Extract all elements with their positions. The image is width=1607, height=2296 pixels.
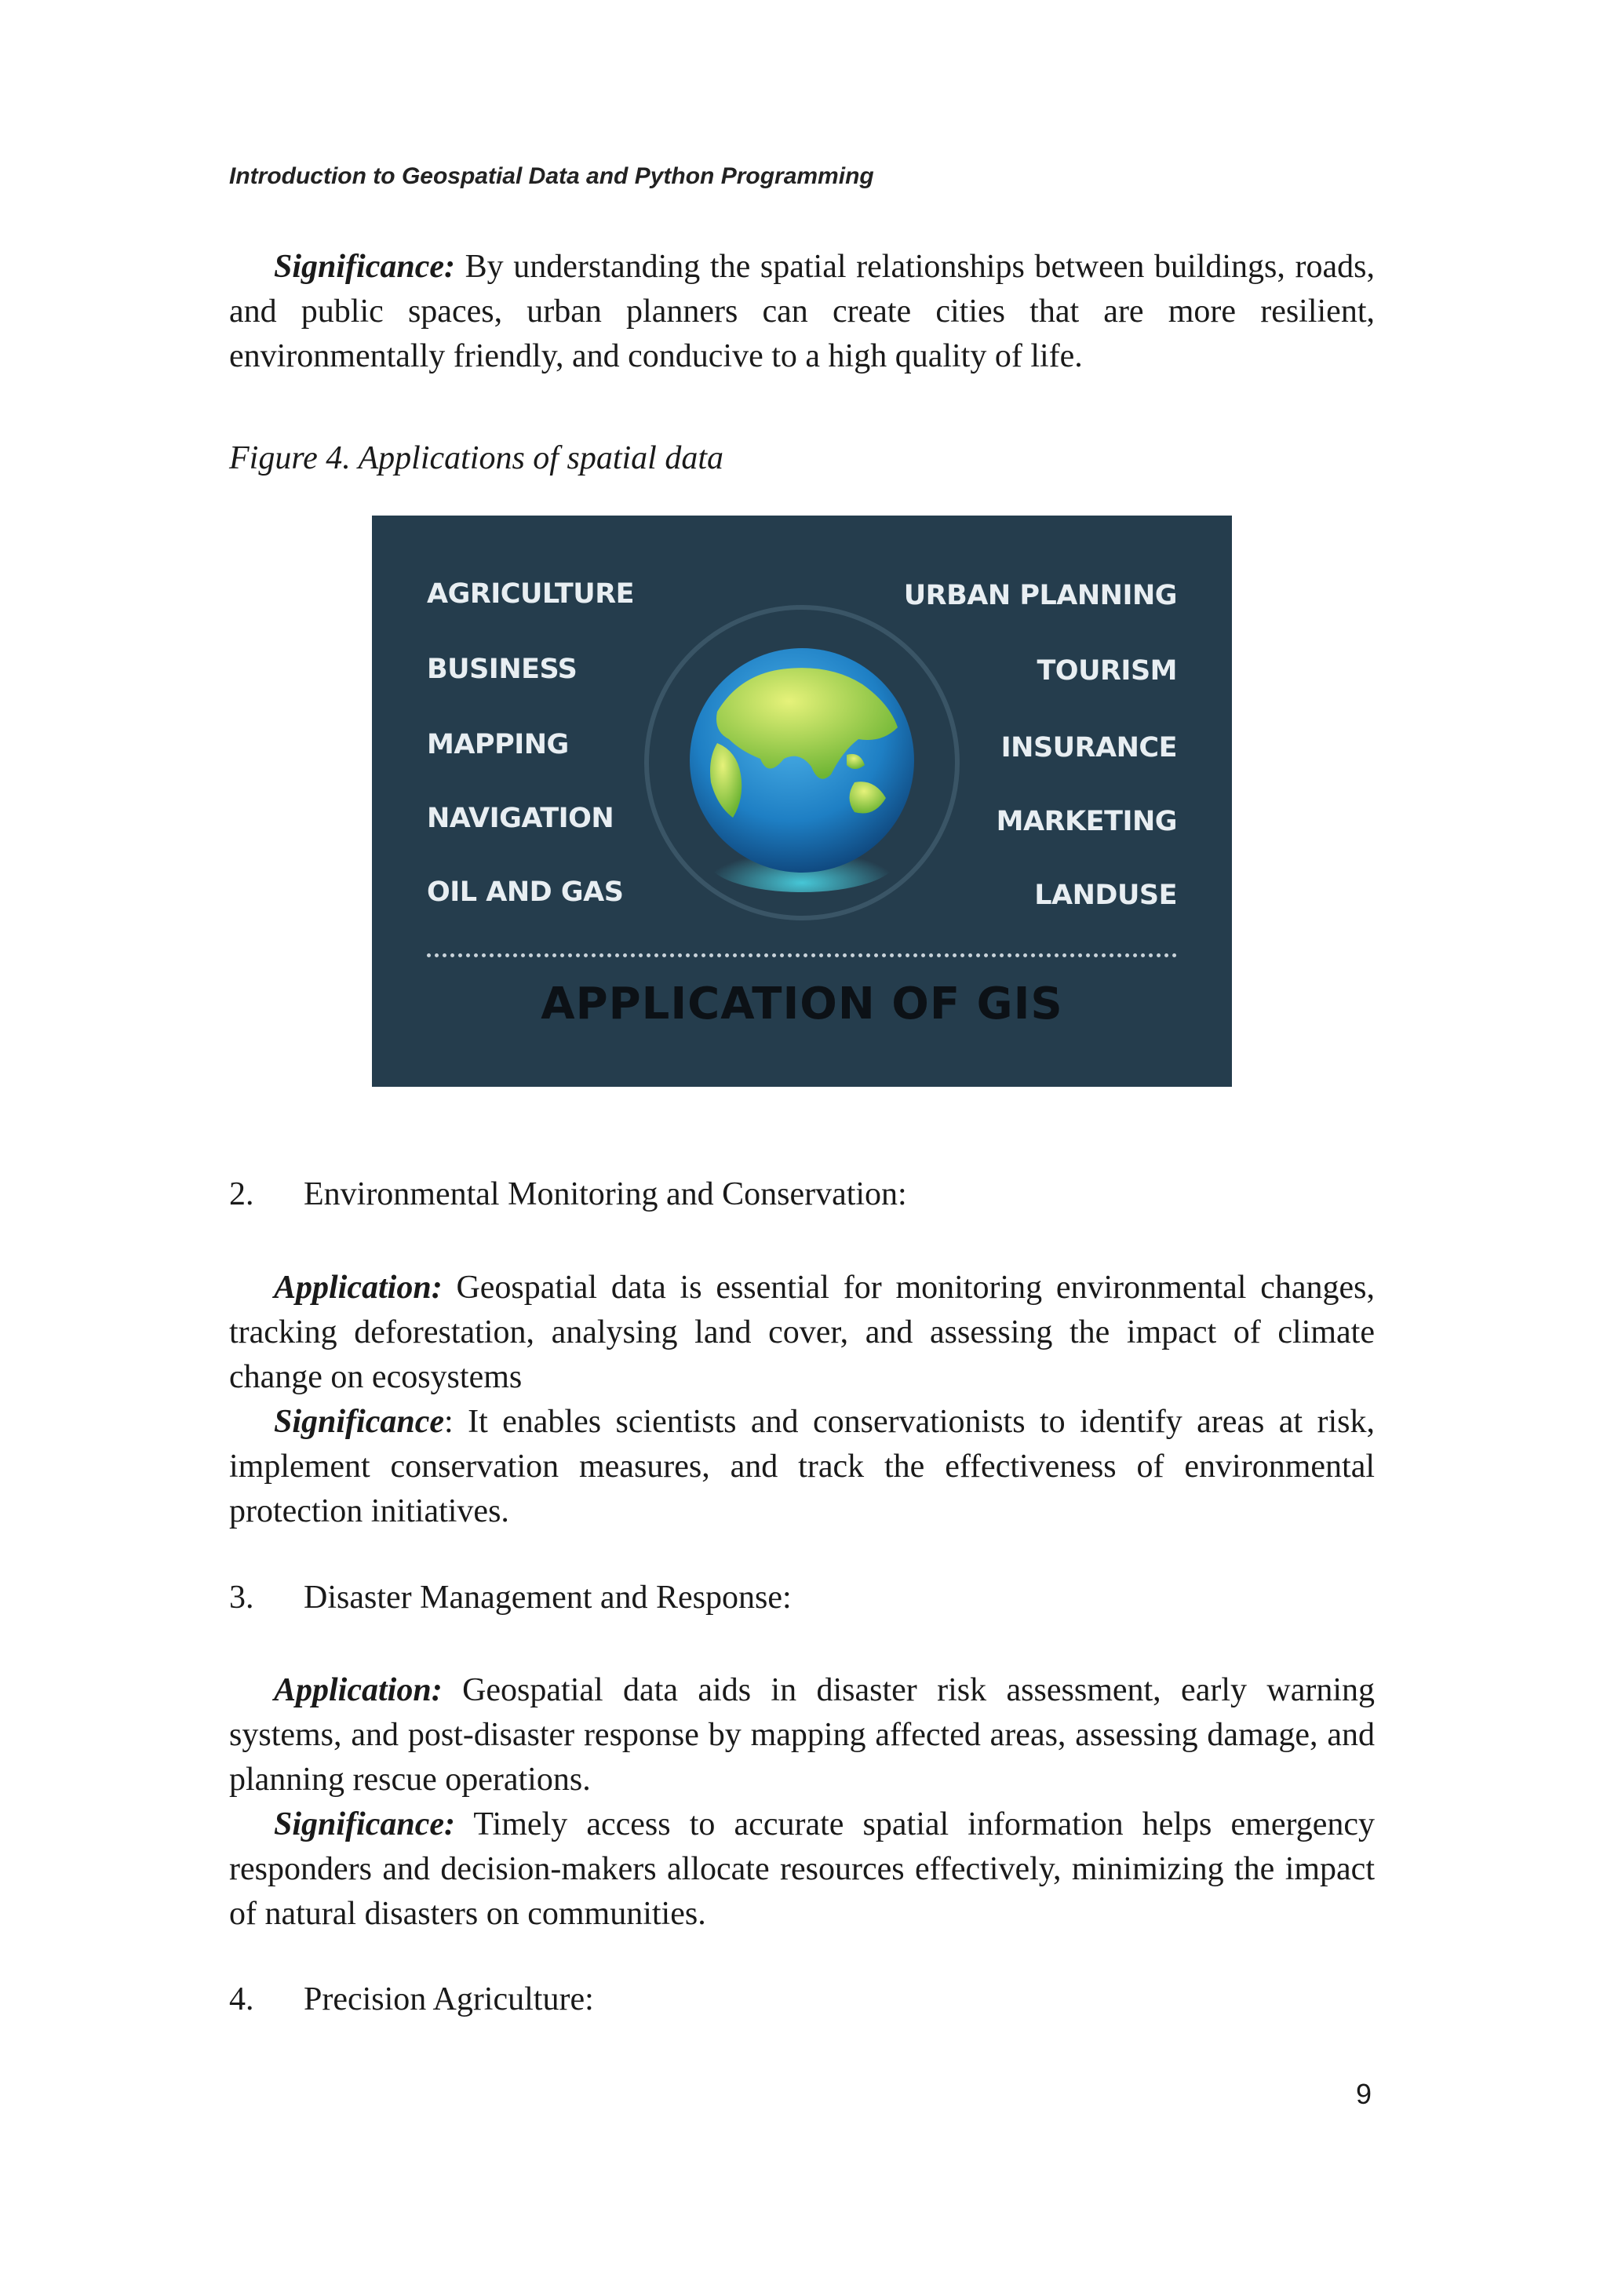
page-number: 9 <box>1356 2078 1372 2110</box>
section-2-application <box>229 1266 1375 1400</box>
application-lead: Application: <box>274 1270 443 1306</box>
significance-text: By understanding the spatial relationships between buildings, roads, and public spaces, urban planners can create cities that are more resilient, environmentally friendly, and conducive to a high quality of life. <box>229 249 1375 374</box>
significance-lead: Significance: <box>274 1806 455 1842</box>
section-4-number: 4. <box>229 1981 254 2017</box>
label-mapping: MAPPING <box>427 729 569 760</box>
application-lead: Application: <box>274 1672 443 1708</box>
significance-text: : It enables scientists and conservationists to identify areas at risk, implement conservation measures, and track the effectiveness of environmental protection initiatives. <box>229 1404 1375 1529</box>
section-4-heading <box>229 1981 594 2018</box>
label-insurance: INSURANCE <box>1000 732 1177 764</box>
significance-lead: Significance <box>274 1404 444 1440</box>
section-2-significance <box>229 1400 1375 1534</box>
application-text: Geospatial data is essential for monitoring environmental changes, tracking deforestation, analysing land cover, and assessing the impact of climate change on ecosystems <box>229 1270 1375 1395</box>
label-landuse: LANDUSE <box>1034 880 1177 911</box>
section-3-significance <box>229 1802 1375 1937</box>
section-3-title: Disaster Management and Response: <box>304 1580 792 1616</box>
intro-paragraph <box>229 245 1375 379</box>
section-3-application <box>229 1668 1375 1802</box>
dotted-divider <box>427 953 1177 957</box>
significance-lead: Significance: <box>274 249 455 285</box>
section-3-number: 3. <box>229 1580 254 1616</box>
section-2-title: Environmental Monitoring and Conservation: <box>304 1176 907 1212</box>
section-4-title: Precision Agriculture: <box>304 1981 594 2017</box>
section-3-heading <box>229 1579 792 1616</box>
section-2-number: 2. <box>229 1176 254 1212</box>
label-oil-and-gas: OIL AND GAS <box>427 876 624 908</box>
label-tourism: TOURISM <box>1037 655 1177 687</box>
label-business: BUSINESS <box>427 654 578 685</box>
figure-title: APPLICATION OF GIS <box>541 979 1063 1030</box>
label-urban-planning: URBAN PLANNING <box>903 580 1177 611</box>
gis-applications-figure <box>372 516 1232 1087</box>
running-header: Introduction to Geospatial Data and Python Programming <box>229 163 874 189</box>
section-2-heading <box>229 1175 907 1213</box>
label-navigation: NAVIGATION <box>427 803 614 834</box>
significance-text: Timely access to accurate spatial information helps emergency responders and decision-makers allocate resources effectively, minimizing the impact of natural disasters on communities. <box>229 1806 1375 1932</box>
label-agriculture: AGRICULTURE <box>427 578 635 610</box>
label-marketing: MARKETING <box>996 806 1177 837</box>
figure-caption: Figure 4. Applications of spatial data <box>229 440 723 476</box>
application-text: Geospatial data aids in disaster risk assessment, early warning systems, and post-disaster response by mapping affected areas, assessing damage, and planning rescue operations. <box>229 1672 1375 1798</box>
